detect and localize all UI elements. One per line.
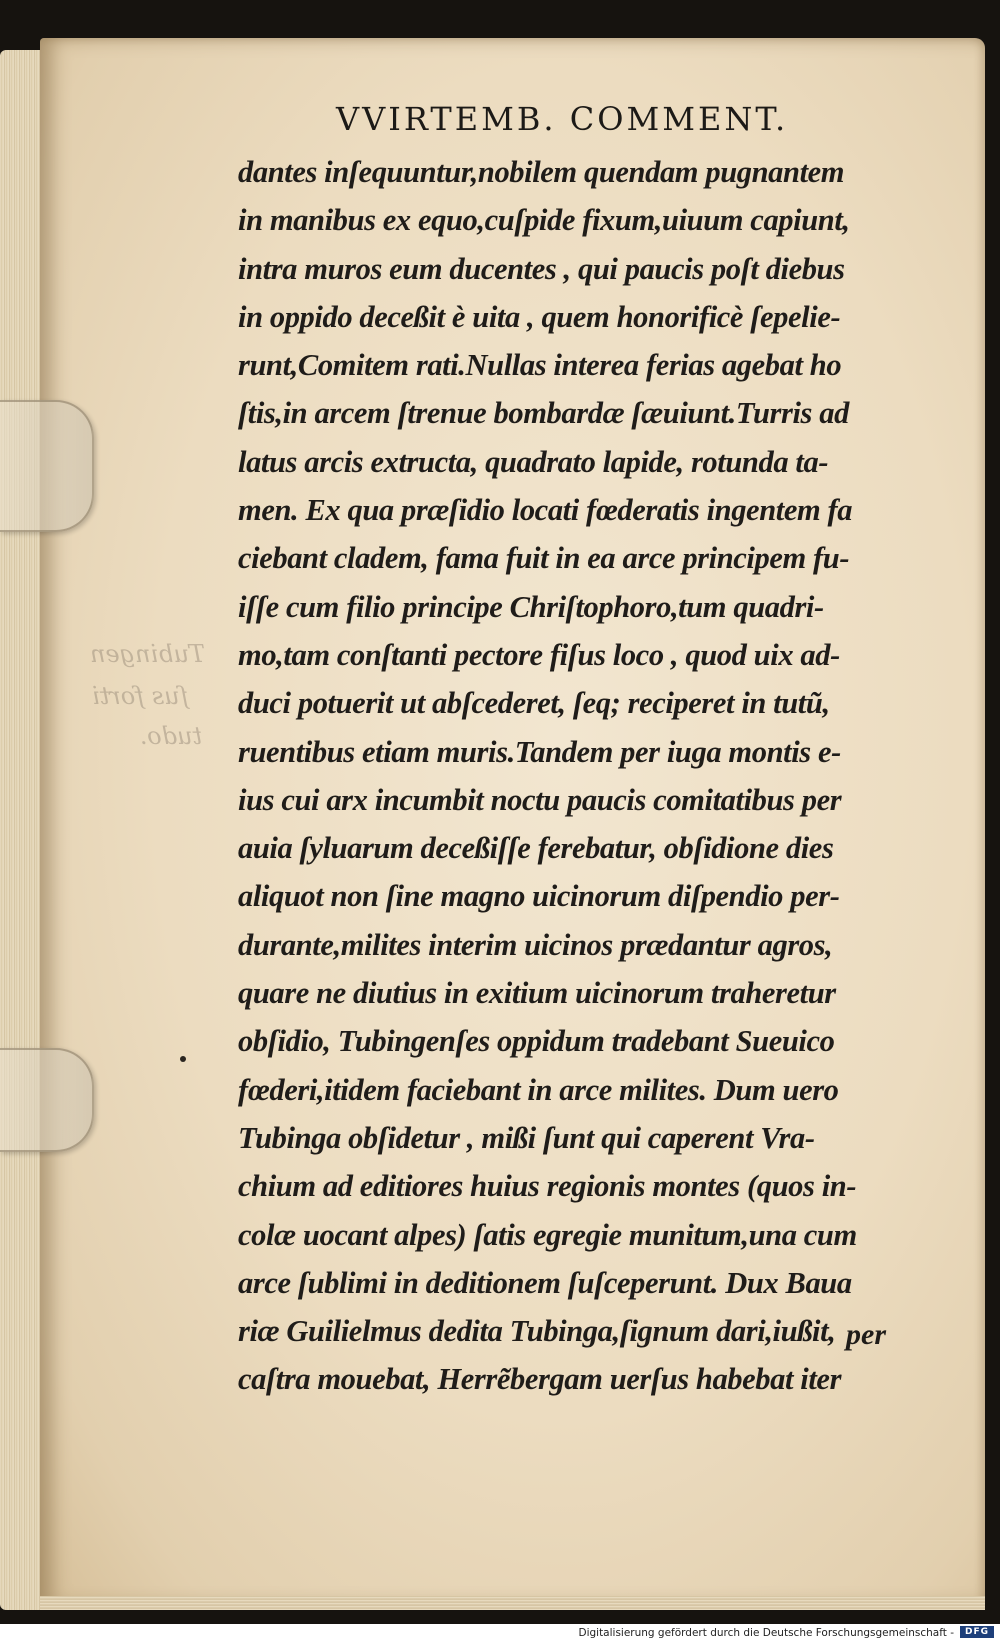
page-clip-bottom <box>0 1048 94 1152</box>
text-line: fœderi,itidem faciebant in arce milites. Dum uero <box>238 1072 839 1107</box>
text-line: colæ uocant alpes) ſatis egregie munitum,una cum <box>238 1217 857 1252</box>
text-line: ſtis,in arcem ſtrenue bombardæ ſæuiunt.Turris ad <box>238 396 849 431</box>
text-line: in oppido deceßit è uita , quem honorificè ſepelie- <box>238 299 841 334</box>
text-line: riæ Guilielmus dedita Tubinga,ſignum dari,iußit, <box>238 1314 836 1349</box>
catchword: per <box>846 1318 886 1351</box>
text-line: aliquot non ſine magno uicinorum diſpendio per- <box>238 879 840 914</box>
text-line: caſtra mouebat, Herrẽbergam uerſus habebat iter <box>238 1362 842 1397</box>
marginal-bleed-line-3: tudo. <box>140 722 203 750</box>
text-line: quare ne diutius in exitium uicinorum traheretur <box>238 976 836 1011</box>
text-line: mo,tam conſtanti pectore fiſus loco , quod uix ad- <box>238 637 840 672</box>
digitization-credit: Digitalisierung gefördert durch die Deutsche Forschungsgemeinschaft - <box>578 1627 954 1639</box>
text-line: ciebant cladem, fama fuit in ea arce principem fu- <box>238 541 850 576</box>
text-line: arce ſublimi in deditionem ſuſceperunt. Dux Baua <box>238 1265 852 1300</box>
marginal-bleed-line-1: Tubingen <box>90 640 205 668</box>
text-line: Tubinga obſidetur , mißi ſunt qui caperent Vra- <box>238 1120 815 1155</box>
text-line: ius cui arx incumbit noctu paucis comitatibus per <box>238 782 842 817</box>
ink-speck <box>180 1056 186 1062</box>
marginal-bleed-line-2: ſus forti <box>92 682 189 710</box>
text-line: iſſe cum filio principe Chriſtophoro,tum quadri- <box>238 589 824 624</box>
text-line: durante,milites interim uicinos prædantur agros, <box>238 927 833 962</box>
running-head: VVIRTEMB. COMMENT. <box>336 100 789 138</box>
text-line: in manibus ex equo,cuſpide fixum,uiuum capiunt, <box>238 203 850 238</box>
text-line: intra muros eum ducentes , qui paucis poſt diebus <box>238 251 845 286</box>
page-clip-top <box>0 400 94 532</box>
text-line: latus arcis extructa, quadrato lapide, rotunda ta- <box>238 444 829 479</box>
text-line: runt,Comitem rati.Nullas interea ferias agebat ho <box>238 348 842 383</box>
text-line: dantes inſequuntur,nobilem quendam pugnantem <box>238 155 845 189</box>
text-line: ruentibus etiam muris.Tandem per iuga montis e- <box>238 734 841 769</box>
text-line: chium ad editiores huius regionis montes (quos in- <box>238 1169 857 1204</box>
body-text <box>238 148 908 1404</box>
text-line: auia ſyluarum deceßiſſe ferebatur, obſidione dies <box>238 831 834 866</box>
page-bottom-edge <box>40 1596 985 1610</box>
text-line: duci potuerit ut abſcederet, ſeq; reciperet in tutũ, <box>238 686 830 721</box>
text-line: men. Ex qua præſidio locati fœderatis ingentem fa <box>238 493 853 528</box>
page-edge-stack <box>0 50 44 1610</box>
dfg-logo: DFG <box>960 1626 994 1638</box>
text-line: obſidio, Tubingenſes oppidum tradebant Sueuico <box>238 1024 835 1059</box>
